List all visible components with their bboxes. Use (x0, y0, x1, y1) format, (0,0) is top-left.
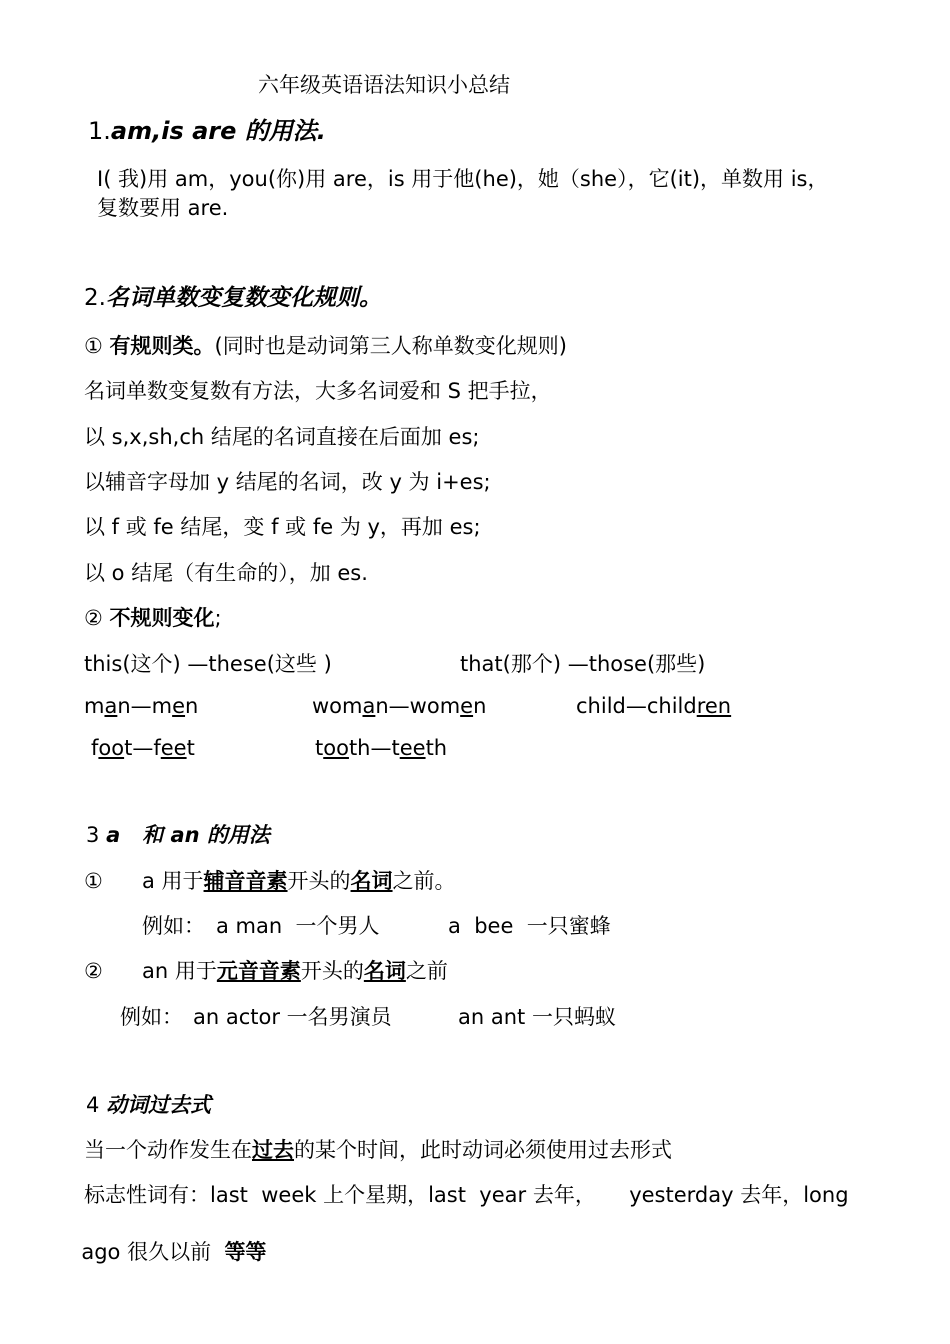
section-1-heading (88, 116, 326, 147)
example-1-value-1: a man 一个男人 (216, 914, 380, 938)
word-part: m (84, 694, 105, 718)
emphasis-text: 过去 (252, 1138, 294, 1162)
emphasis-text: 元音音素 (216, 959, 301, 983)
section-2-heading (84, 284, 382, 314)
text-part: 的某个时间，此时动词必须使用过去形式 (294, 1138, 672, 1162)
rule-line: 以 s,x,sh,ch 结尾的名词直接在后面加 es; (84, 425, 480, 449)
regular-rules-label: 有规则类。 (109, 334, 215, 358)
text-part: ago 很久以前 (81, 1240, 225, 1265)
example-2-value-2: an ant 一只蚂蚁 (458, 1005, 616, 1029)
regular-rules-note: (同时也是动词第三人称单数变化规则) (214, 334, 567, 358)
section-2-number: 2. (84, 285, 106, 311)
article-item-1 (142, 868, 456, 895)
article-item-1-marker: ① (84, 869, 103, 893)
this-these-pair: this(这个) —these(这些 ) (84, 652, 332, 676)
word-part-underlined: a (362, 694, 376, 718)
child-children-pair (576, 693, 731, 720)
word-part-underlined: e (172, 694, 186, 718)
word-part-underlined: oo (98, 736, 125, 760)
circled-2-marker: ② (84, 606, 103, 630)
example-1-label: 例如： (142, 914, 205, 938)
word-part-underlined: ren (696, 694, 732, 718)
page-title: 六年级英语语法知识小总结 (258, 73, 510, 97)
section-1-number: 1. (88, 117, 111, 145)
etc-text: 等等 (224, 1240, 267, 1265)
circled-1-marker: ① (84, 334, 103, 358)
signal-words-line-2 (68, 1212, 266, 1267)
text-part: 之前。 (392, 869, 456, 893)
word-part: n (473, 694, 487, 718)
word-part: th (425, 736, 448, 760)
signal-words-line-1: 标志性词有：last week 上个星期，last year 去年， yesterday 去年，long (84, 1183, 849, 1207)
past-tense-definition (84, 1137, 672, 1164)
example-1-value-2: a bee 一只蜜蜂 (448, 914, 611, 938)
word-part: wom (312, 694, 363, 718)
word-part: n—wom (375, 694, 461, 718)
rule-line: 以 o 结尾（有生命的），加 es. (84, 561, 368, 585)
emphasis-text: 名词 (350, 869, 393, 893)
word-part-underlined: ee (160, 736, 187, 760)
article-item-2 (142, 958, 448, 985)
word-part: t (315, 736, 324, 760)
rule-line: 以辅音字母加 y 结尾的名词，改 y 为 i+es; (84, 470, 491, 494)
irregular-punct: ; (214, 606, 222, 630)
section-3-heading (86, 822, 270, 849)
word-part: t—f (124, 736, 161, 760)
foot-feet-pair (91, 735, 195, 762)
section-4-heading (86, 1092, 211, 1119)
section-1-title: am,is are 的用法. (110, 117, 326, 145)
text-part: 当一个动作发生在 (84, 1138, 252, 1162)
section-1-line-2: 复数要用 are. (97, 196, 229, 220)
text-part: 开头的 (300, 959, 364, 983)
word-part: f (91, 736, 99, 760)
emphasis-text: 辅音音素 (203, 869, 288, 893)
word-part-underlined: ee (399, 736, 426, 760)
word-part-underlined: e (460, 694, 474, 718)
word-part-underlined: a (104, 694, 118, 718)
word-part-underlined: oo (323, 736, 349, 760)
section-2-title: 名词单数变复数变化规则。 (105, 285, 382, 311)
example-2-value-1: an actor 一名男演员 (193, 1005, 392, 1029)
rule-line: 名词单数变复数有方法，大多名词爱和 S 把手拉， (84, 379, 552, 403)
emphasis-text: 名词 (363, 959, 406, 983)
section-4-number: 4 (86, 1093, 100, 1117)
text-part: 开头的 (287, 869, 351, 893)
article-item-2-marker: ② (84, 959, 103, 983)
irregular-heading (84, 605, 222, 632)
word-part: n (185, 694, 199, 718)
text-part: an 用于 (142, 959, 217, 983)
text-part: a 用于 (142, 869, 204, 893)
example-2-label: 例如： (120, 1005, 183, 1029)
section-3-title: a 和 an 的用法 (106, 823, 270, 847)
word-part: child—child (576, 694, 697, 718)
section-4-title: 动词过去式 (106, 1093, 212, 1117)
that-those-pair: that(那个) —those(那些) (460, 652, 706, 676)
section-3-number: 3 (86, 823, 100, 847)
word-part: t (186, 736, 195, 760)
word-part: th—t (348, 736, 400, 760)
word-part: n—m (117, 694, 173, 718)
rule-line: 以 f 或 fe 结尾，变 f 或 fe 为 y，再加 es; (84, 515, 481, 539)
woman-women-pair (312, 693, 486, 720)
irregular-label: 不规则变化 (109, 606, 215, 630)
regular-rules-heading (84, 333, 567, 360)
tooth-teeth-pair (315, 735, 447, 762)
man-men-pair (84, 693, 198, 720)
section-1-line-1: I( 我)用 am，you(你)用 are，is 用于他(he)，她（she），它(it)，单数用 is， (97, 167, 829, 191)
text-part: 之前 (405, 959, 448, 983)
